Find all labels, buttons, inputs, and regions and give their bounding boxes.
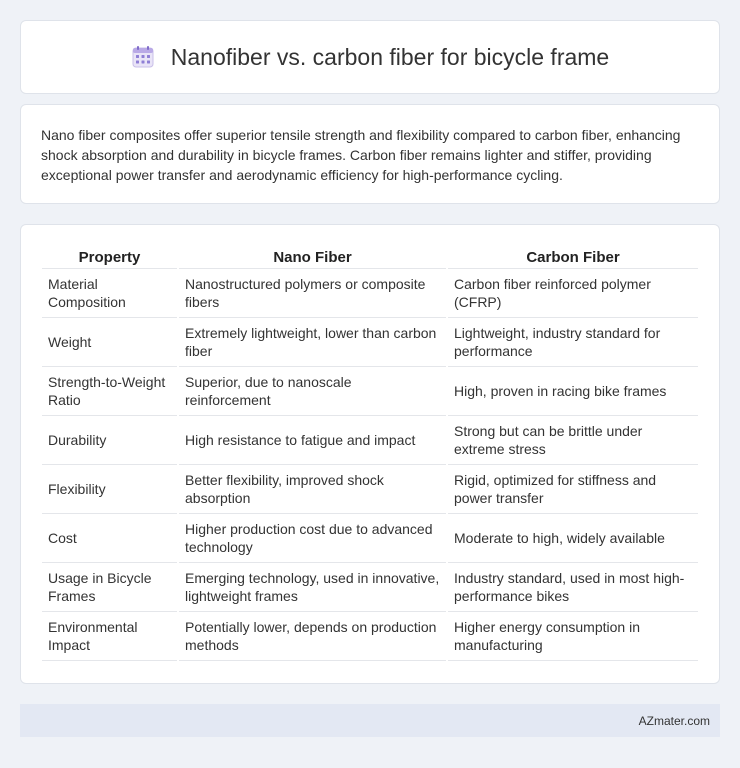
table-row bbox=[42, 416, 698, 465]
property-cell: Cost bbox=[42, 514, 177, 563]
footer-site-link[interactable]: AZmater.com bbox=[638, 713, 710, 728]
property-cell: Material Composition bbox=[42, 269, 177, 318]
property-cell: Weight bbox=[42, 318, 177, 367]
property-cell: Strength-to-Weight Ratio bbox=[42, 367, 177, 416]
property-cell: Durability bbox=[42, 416, 177, 465]
carbon-fiber-cell: Moderate to high, widely available bbox=[448, 514, 698, 563]
carbon-fiber-cell: Rigid, optimized for stiffness and power transfer bbox=[448, 465, 698, 514]
nano-fiber-cell: Emerging technology, used in innovative, lightweight frames bbox=[179, 563, 446, 612]
header-carbon-fiber: Carbon Fiber bbox=[448, 247, 698, 269]
header-nano-fiber: Nano Fiber bbox=[179, 247, 446, 269]
carbon-fiber-cell: Carbon fiber reinforced polymer (CFRP) bbox=[448, 269, 698, 318]
nano-fiber-cell: Extremely lightweight, lower than carbon fiber bbox=[179, 318, 446, 367]
carbon-fiber-cell: Higher energy consumption in manufacturing bbox=[448, 612, 698, 661]
property-cell: Flexibility bbox=[42, 465, 177, 514]
nano-fiber-cell: Nanostructured polymers or composite fibers bbox=[179, 269, 446, 318]
table-row bbox=[42, 465, 698, 514]
property-cell: Environmental Impact bbox=[42, 612, 177, 661]
table-header-row bbox=[42, 247, 698, 269]
nano-fiber-cell: Better flexibility, improved shock absorption bbox=[179, 465, 446, 514]
comparison-table-card bbox=[20, 224, 720, 684]
summary-text: Nano fiber composites offer superior tensile strength and flexibility compared to carbon fiber, enhancing shock absorption and durability in bicycle frames. Carbon fiber remains lighter and stiffer, providing exceptional power transfer and aerodynamic efficiency for high-performance cycling. bbox=[41, 127, 681, 183]
nano-fiber-cell: Potentially lower, depends on production methods bbox=[179, 612, 446, 661]
carbon-fiber-cell: High, proven in racing bike frames bbox=[448, 367, 698, 416]
table-row bbox=[42, 367, 698, 416]
calendar-icon bbox=[131, 45, 155, 69]
table-row bbox=[42, 563, 698, 612]
nano-fiber-cell: High resistance to fatigue and impact bbox=[179, 416, 446, 465]
table-row bbox=[42, 514, 698, 563]
page-title: Nanofiber vs. carbon fiber for bicycle frame bbox=[170, 43, 610, 70]
title-card bbox=[20, 20, 720, 94]
nano-fiber-cell: Superior, due to nanoscale reinforcement bbox=[179, 367, 446, 416]
table-row bbox=[42, 612, 698, 661]
summary-card bbox=[20, 104, 720, 204]
nano-fiber-cell: Higher production cost due to advanced technology bbox=[179, 514, 446, 563]
header-property: Property bbox=[42, 247, 177, 269]
table-row bbox=[42, 318, 698, 367]
footer-bar bbox=[20, 704, 720, 737]
carbon-fiber-cell: Strong but can be brittle under extreme stress bbox=[448, 416, 698, 465]
carbon-fiber-cell: Lightweight, industry standard for performance bbox=[448, 318, 698, 367]
property-cell: Usage in Bicycle Frames bbox=[42, 563, 177, 612]
comparison-table bbox=[40, 247, 700, 661]
carbon-fiber-cell: Industry standard, used in most high-performance bikes bbox=[448, 563, 698, 612]
table-row bbox=[42, 269, 698, 318]
